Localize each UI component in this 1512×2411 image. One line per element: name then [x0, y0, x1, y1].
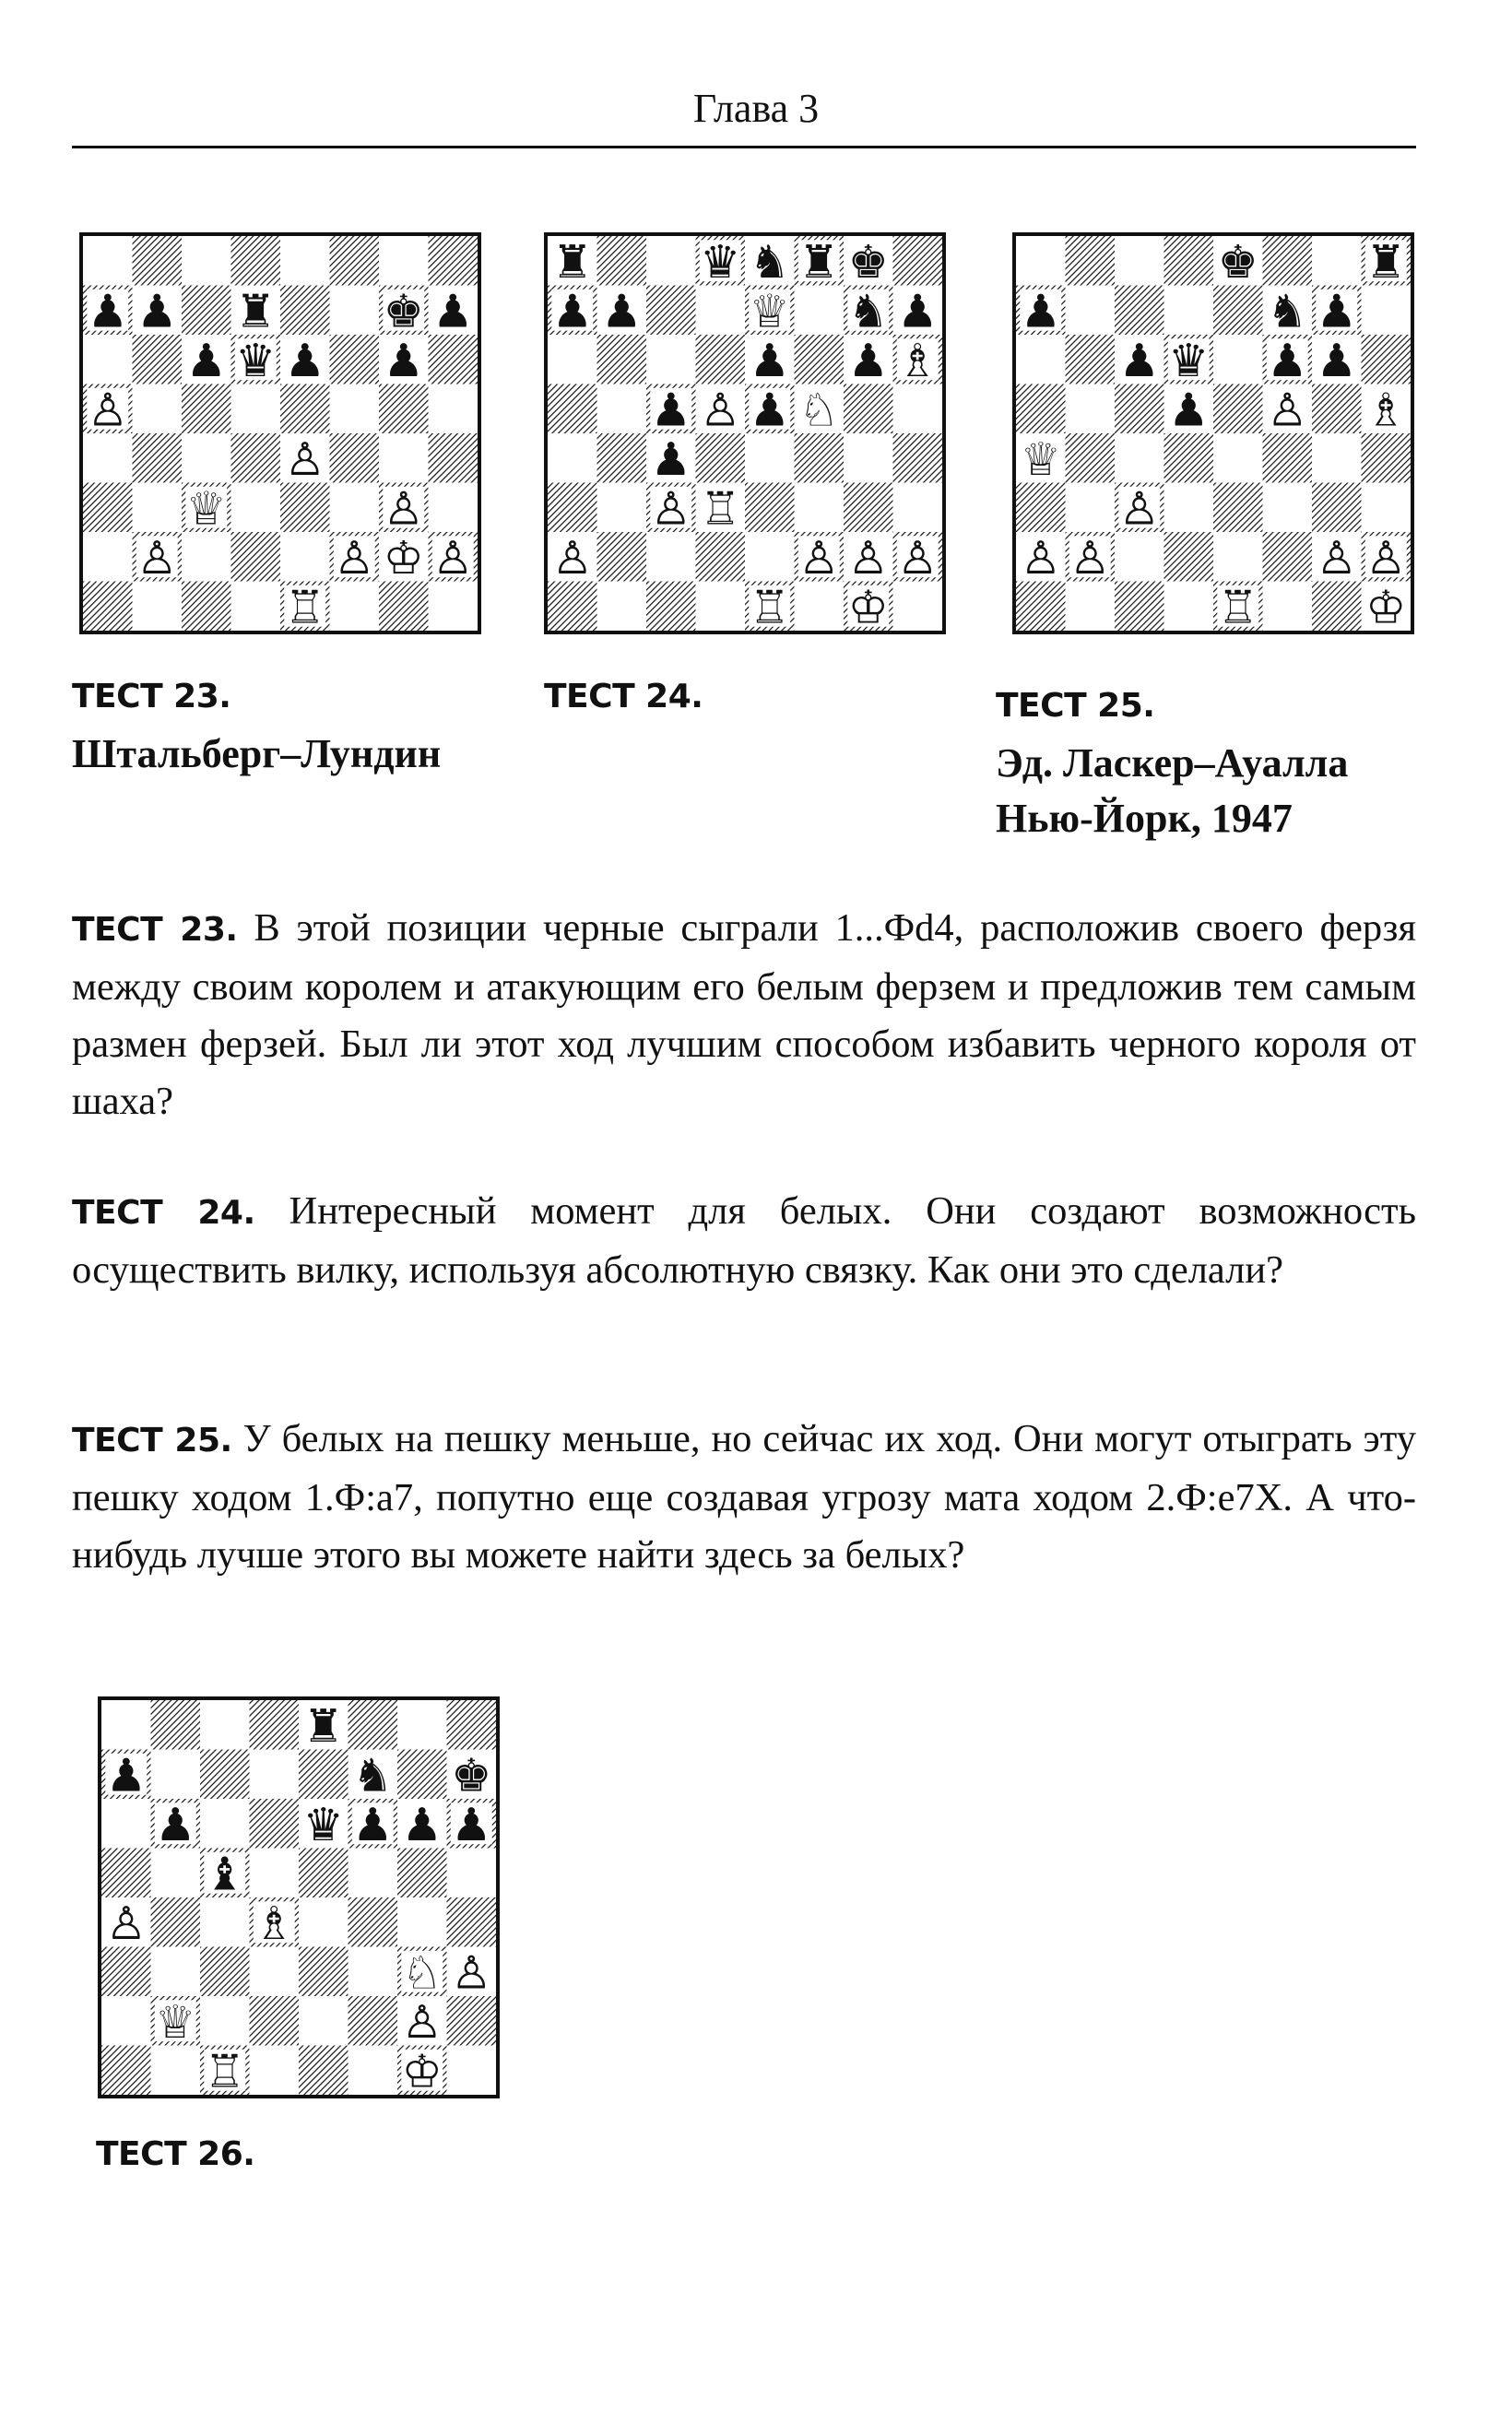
white-king-icon: [384, 531, 424, 585]
white-pawn-icon: [1317, 531, 1357, 585]
diagram-caption-test25-line2: Нью-Йорк, 1947: [996, 796, 1293, 841]
dark-square: [597, 433, 647, 483]
paragraph-tag: ТЕСТ 24.: [72, 1194, 255, 1232]
diagram-caption-test25-line1: Эд. Ласкер–Ауалла: [996, 740, 1349, 786]
white-bishop-icon: [254, 1897, 294, 1950]
dark-square: [280, 384, 330, 434]
white-queen-icon: [750, 284, 790, 337]
white-pawn-icon: [136, 531, 177, 585]
white-pawn-icon: [798, 531, 839, 585]
dark-square: [429, 433, 478, 483]
dark-square: [1312, 384, 1362, 434]
white-queen-icon: [186, 481, 227, 535]
dark-square: [133, 236, 183, 286]
white-pawn-icon: [552, 531, 593, 585]
black-rook-icon: [303, 1700, 344, 1753]
black-rook-icon: [798, 236, 839, 289]
dark-square: [299, 2046, 348, 2096]
dark-square: [379, 582, 429, 632]
dark-square: [1362, 433, 1412, 483]
dark-square: [1115, 582, 1164, 632]
paragraph-tag: ТЕСТ 23.: [72, 911, 238, 949]
black-pawn-icon: [1021, 284, 1061, 337]
dark-square: [548, 384, 597, 434]
chapter-title: Глава 3: [692, 86, 820, 131]
black-king-icon: [384, 284, 424, 337]
white-pawn-icon: [1069, 531, 1110, 585]
black-pawn-icon: [750, 383, 790, 436]
black-pawn-icon: [897, 284, 938, 337]
black-pawn-icon: [451, 1798, 491, 1851]
black-pawn-icon: [1267, 334, 1307, 387]
white-queen-icon: [1021, 432, 1061, 486]
black-queen-icon: [700, 236, 740, 289]
dark-square: [1115, 286, 1164, 336]
white-pawn-icon: [897, 531, 938, 585]
black-rook-icon: [552, 236, 593, 289]
white-pawn-icon: [402, 1995, 443, 2049]
chessboard-test26: [98, 1696, 500, 2098]
dark-square: [893, 433, 943, 483]
white-queen-icon: [155, 1995, 195, 2049]
dark-square: [330, 433, 380, 483]
dark-square: [330, 236, 380, 286]
dark-square: [101, 2046, 151, 2096]
dark-square: [182, 286, 231, 336]
dark-square: [379, 384, 429, 434]
dark-square: [101, 1849, 151, 1898]
dark-square: [1066, 433, 1116, 483]
paragraph-test23: [72, 900, 1416, 1130]
dark-square: [597, 236, 647, 286]
dark-square: [844, 384, 893, 434]
dark-square: [1016, 483, 1066, 533]
dark-square: [250, 1700, 300, 1750]
dark-square: [1213, 483, 1263, 533]
dark-square: [151, 1700, 201, 1750]
white-king-icon: [848, 580, 889, 631]
black-queen-icon: [235, 334, 276, 387]
diagram-caption-test23: Штальберг–Лундин: [72, 731, 442, 776]
black-pawn-icon: [848, 334, 889, 387]
dark-square: [548, 582, 597, 632]
dark-square: [280, 483, 330, 533]
dark-square: [299, 1849, 348, 1898]
dark-square: [1263, 433, 1313, 483]
dark-square: [101, 1947, 151, 1997]
dark-square: [1164, 433, 1214, 483]
white-rook-icon: [285, 580, 325, 631]
white-knight-icon: [798, 383, 839, 436]
dark-square: [83, 582, 133, 632]
dark-square: [447, 1996, 497, 2046]
dark-square: [696, 433, 746, 483]
white-rook-icon: [750, 580, 790, 631]
black-pawn-icon: [384, 334, 424, 387]
white-pawn-icon: [1119, 481, 1160, 535]
dark-square: [299, 1750, 348, 1800]
dark-square: [348, 1996, 398, 2046]
dark-square: [133, 335, 183, 384]
diagram-label-test26: ТЕСТ 26.: [96, 2135, 255, 2173]
black-pawn-icon: [88, 284, 128, 337]
white-king-icon: [1365, 580, 1406, 631]
black-knight-icon: [1267, 284, 1307, 337]
dark-square: [182, 582, 231, 632]
header-divider: [72, 146, 1416, 148]
board-grid: [83, 236, 478, 631]
paragraph-test25: [72, 1411, 1416, 1584]
dark-square: [893, 236, 943, 286]
dark-square: [1164, 236, 1214, 286]
dark-square: [1213, 384, 1263, 434]
dark-square: [1263, 532, 1313, 582]
dark-square: [1312, 582, 1362, 632]
dark-square: [548, 483, 597, 533]
dark-square: [330, 335, 380, 384]
white-rook-icon: [205, 2044, 245, 2095]
paragraph-text: В этой позиции черные сыграли 1...Фd4, расположив своего ферзя между своим королем и атакующим его белым ферзем и предложив тем самым размен ферзей. Был ли этот ход лучшим способом избавить черного короля от шаха?: [72, 906, 1416, 1123]
black-rook-icon: [1365, 236, 1406, 289]
dark-square: [397, 1750, 447, 1800]
dark-square: [696, 532, 746, 582]
dark-square: [597, 532, 647, 582]
dark-square: [696, 335, 746, 384]
black-pawn-icon: [1168, 383, 1209, 436]
dark-square: [844, 483, 893, 533]
black-pawn-icon: [750, 334, 790, 387]
black-king-icon: [848, 236, 889, 289]
chessboard-test25: [1012, 232, 1414, 634]
white-pawn-icon: [88, 383, 128, 436]
diagram-label-test24: ТЕСТ 24.: [544, 678, 703, 715]
white-pawn-icon: [432, 531, 473, 585]
black-pawn-icon: [601, 284, 642, 337]
dark-square: [1066, 236, 1116, 286]
dark-square: [795, 335, 845, 384]
black-pawn-icon: [402, 1798, 443, 1851]
dark-square: [348, 1897, 398, 1947]
dark-square: [1164, 532, 1214, 582]
black-pawn-icon: [1119, 334, 1160, 387]
white-bishop-icon: [897, 334, 938, 387]
black-pawn-icon: [651, 383, 691, 436]
white-pawn-icon: [651, 481, 691, 535]
black-pawn-icon: [186, 334, 227, 387]
black-bishop-icon: [205, 1847, 245, 1900]
chessboard-test23: [79, 232, 481, 634]
black-knight-icon: [848, 284, 889, 337]
paragraph-tag: ТЕСТ 25.: [72, 1422, 232, 1460]
dark-square: [447, 1700, 497, 1750]
black-knight-icon: [750, 236, 790, 289]
dark-square: [1016, 384, 1066, 434]
dark-square: [597, 335, 647, 384]
black-pawn-icon: [352, 1798, 393, 1851]
white-pawn-icon: [1021, 531, 1061, 585]
dark-square: [231, 532, 281, 582]
black-pawn-icon: [552, 284, 593, 337]
black-king-icon: [1218, 236, 1258, 289]
board-grid: [1016, 236, 1411, 631]
white-bishop-icon: [1365, 383, 1406, 436]
dark-square: [182, 384, 231, 434]
black-pawn-icon: [651, 432, 691, 486]
white-pawn-icon: [106, 1897, 147, 1950]
chessboard-test24: [544, 232, 946, 634]
dark-square: [299, 1947, 348, 1997]
dark-square: [231, 236, 281, 286]
dark-square: [231, 433, 281, 483]
dark-square: [1362, 335, 1412, 384]
dark-square: [200, 1750, 250, 1800]
dark-square: [83, 483, 133, 533]
white-pawn-icon: [1267, 383, 1307, 436]
dark-square: [646, 286, 696, 336]
board-grid: [548, 236, 942, 631]
dark-square: [348, 1700, 398, 1750]
dark-square: [1263, 236, 1313, 286]
dark-square: [646, 582, 696, 632]
white-pawn-icon: [451, 1945, 491, 1999]
white-pawn-icon: [1365, 531, 1406, 585]
white-pawn-icon: [384, 481, 424, 535]
dark-square: [151, 1897, 201, 1947]
black-queen-icon: [1168, 334, 1209, 387]
dark-square: [133, 433, 183, 483]
white-rook-icon: [700, 481, 740, 535]
dark-square: [447, 1897, 497, 1947]
black-pawn-icon: [106, 1748, 147, 1802]
dark-square: [429, 335, 478, 384]
white-pawn-icon: [334, 531, 374, 585]
dark-square: [1066, 335, 1116, 384]
paragraph-text: У белых на пешку меньше, но сейчас их ход. Они могут отыграть эту пешку ходом 1.Ф:a7, попутно еще создавая угрозу мата ходом 2.Ф:e7Х. А что-нибудь лучше этого вы можете найти здесь за белых?: [72, 1417, 1416, 1577]
black-king-icon: [451, 1748, 491, 1802]
white-rook-icon: [1218, 580, 1258, 631]
dark-square: [200, 1947, 250, 1997]
dark-square: [1213, 286, 1263, 336]
dark-square: [745, 483, 795, 533]
dark-square: [795, 433, 845, 483]
white-pawn-icon: [285, 432, 325, 486]
dark-square: [250, 1799, 300, 1849]
white-king-icon: [402, 2044, 443, 2095]
diagram-label-test23: ТЕСТ 23.: [72, 678, 231, 715]
black-queen-icon: [303, 1798, 344, 1851]
black-pawn-icon: [1317, 284, 1357, 337]
black-pawn-icon: [1317, 334, 1357, 387]
dark-square: [280, 286, 330, 336]
dark-square: [397, 1849, 447, 1898]
dark-square: [250, 1996, 300, 2046]
dark-square: [1016, 582, 1066, 632]
black-rook-icon: [235, 284, 276, 337]
black-pawn-icon: [155, 1798, 195, 1851]
dark-square: [429, 236, 478, 286]
paragraph-text: Интересный момент для белых. Они создают возможность осуществить вилку, используя абсолютную связку. Как они это сделали?: [72, 1189, 1416, 1292]
white-pawn-icon: [848, 531, 889, 585]
black-pawn-icon: [136, 284, 177, 337]
black-pawn-icon: [285, 334, 325, 387]
black-pawn-icon: [432, 284, 473, 337]
paragraph-test24: [72, 1183, 1416, 1299]
black-knight-icon: [352, 1748, 393, 1802]
dark-square: [1115, 384, 1164, 434]
white-pawn-icon: [700, 383, 740, 436]
diagram-label-test25: ТЕСТ 25.: [996, 687, 1155, 725]
white-knight-icon: [402, 1945, 443, 1999]
board-grid: [101, 1700, 496, 2095]
dark-square: [1312, 483, 1362, 533]
